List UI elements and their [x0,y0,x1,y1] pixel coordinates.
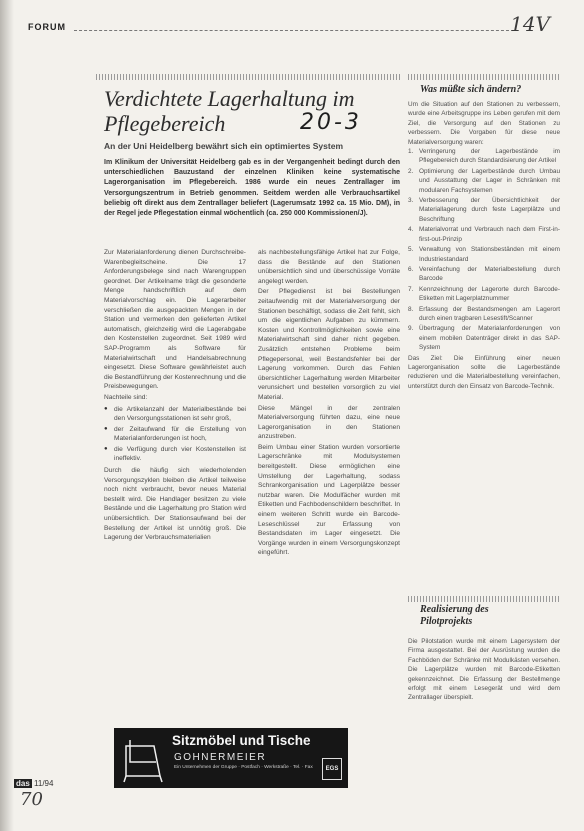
article-column-2 [258,248,400,559]
page-header [28,12,558,36]
list-item: ● die Verfügung durch vier Kostenstellen ist ineffektiv. [104,445,246,464]
sidebar-stripe-2 [408,596,560,602]
sidebar-box2-text: Die Pilotstation wurde mit einem Lagersystem der Firma ausgestattet. Bei der Ausrüstung wurden die Fachböden der Schränke mit Modulkästen versehen. Die Lagerplätze wurden mit Barcode-Etiketten gekennzeichnet. Die Erfassung der Bestellmenge erfolgt mit einem Lesegerät und wird dem Zentrallager überspielt. [408,638,560,702]
ad-brand: GOHNERMEIER [174,752,267,763]
sidebar-box1-text [408,100,560,391]
list-item: 8. Erfassung der Bestandsmengen am Lagerort durch einen tragbaren Lesestift/Scanner [408,305,560,322]
paragraph: Nachteile sind: [104,393,148,401]
paragraph: Der Pflegedienst ist bei Bestellungen zeitaufwendig mit der Materialversorgung der Stationen beschäftigt, sodass die Zeit fehlt, sich um die eigentlichen Aufgaben zu kümmern. Kosten und Kontrollmöglichkeiten sowie eine Materialwirtschaft sind daher nicht gegeben. Zusätzlich entstehen Probleme beim Pflegepersonal, weil Bestandsfehler bei der Lagerung vorkommen. Durch das Fehlen übersichtlicher Lagerhaltung werden Mitarbeiter verunsichert und bestellen vorsorglich zu viel Material. [258,288,400,401]
article-subtitle: An der Uni Heidelberg bewährt sich ein optimiertes System [104,141,344,151]
title-stripe [96,74,400,80]
sidebar-box2-title: Realisierung des Pilotprojekts [420,604,489,627]
header-rule [74,30,514,31]
page-edge-shadow [0,0,14,831]
paragraph: Beim Umbau einer Station wurden vorsortierte Lagerschränke mit Modulsystemen bereitgestellt. Diese ermöglichen eine Umstellung der Lagerhaltung, sodass Schrankorganisation und Lagerplätze besser nutzbar waren. Die Modulfächer wurden mit Etiketten und Fachbodenschildern beschriftet. In einem weiteren Schritt wurde ein Barcode-Leseschlüssel zur Erfassung von Bestandsdaten im Lager eingesetzt. Die Vorgänge wurden in einem Versorgungskonzept eingeführt. [258,443,400,557]
page-footer [14,779,53,788]
ad-address: Ein Unternehmen der Gruppe · Postfach · Werkstraße · Tel. · Fax [174,765,313,770]
list-item: 2. Optimierung der Lagerbestände durch Umbau und Ausstattung der Lager in Schränken mit modularen Fachsystemen [408,167,560,194]
list-item: ● der Zeitaufwand für die Erstellung von Materialanforderungen ist hoch, [104,425,246,444]
article-title: Verdichtete Lagerhaltung im Pflegebereich [104,86,355,136]
sidebar-box1-title: Was müßte sich ändern? [420,84,522,95]
article-column-1 [104,248,246,544]
list-item: 5. Verwaltung von Stationsbeständen mit einem Industriestandard [408,246,560,263]
sidebar-outro: Das Ziel: Die Einführung einer neuen Lagerorganisation sollte die Lagerbestände reduzieren und die Materialbestellung vereinfachen, unterstützt durch den Einsatz von Barcode-Technik. [408,354,560,390]
paragraph: Diese Mängel in der zentralen Materialversorgung führten dazu, eine neue Lagerorganisation in den Stationen anzustreben. [258,404,400,441]
ad-logo: EGS [322,758,342,780]
handwritten-page-mark: 70 [20,789,43,810]
paragraph: als nachbestellungsfähige Artikel hat zur Folge, dass die Bestände auf den Stationen unübersichtlich sind und überschüssige Vorräte angelegt werden. [258,249,400,285]
advertisement [114,728,348,788]
article-lead: Im Klinikum der Universität Heidelberg gab es in der Vergangenheit bedingt durch den unterschiedlichen Bauzustand der einzelnen Kliniken keine systematische Lagerorganisation im Pflegebereich. 1986 wurde ein neues Zentrallager im Versorgungszentrum in Betrieb genommen. Seitdem werden alle Verbrauchsartikel beliebig oft direkt aus dem Zentrallager beliefert (Lagerumsatz 1992 ca. 15 Mio. DM), in der Regel jede Pflegestation einmal wöchentlich (ca. 250 000 Kommissionen/J). [104,159,400,218]
issue-number: 11/94 [34,779,54,788]
requirements-list [408,147,560,353]
sidebar-stripe [408,74,560,80]
magazine-name: das [16,779,30,788]
chair-icon [120,736,166,784]
list-item: 9. Übertragung der Materialanforderungen von einem mobilen Datenträger direkt in das SAP-System [408,325,560,352]
ad-headline: Sitzmöbel und Tische [172,733,311,748]
paragraph: Durch die häufig sich wiederholenden Versorgungszyklen bleiben die Artikel teilweise noch nicht verbraucht, bevor neues Material bestellt wird. Die Handlager besitzen zu viele Bestände und die Lagerhaltung pro Station wird unübersichtlich. Der Stationsaufwand bei der Bestellung der Artikel ist unnötig groß. Die Lagerung der Verbrauchsmaterialien [104,467,246,542]
list-item: 6. Vereinfachung der Materialbestellung durch Barcode [408,265,560,283]
paragraph: Zur Materialanforderung dienen Durchschreibe-Warenbegleitscheine. Die 17 Anforderungsbelege sind nach Warengruppen geordnet. Der Artikelname trägt die gesonderte Menge handschriftlich auf dem Materialvorschlag ein. Die Lagerarbeiter verschließen die ausgepackten Mengen in der Station und vermerken den gelieferten Artikel automatisch, gleichzeitig wird die Lagerabgabe den Kostenstellen zugeordnet. Seit 1989 wird SAP-Programm als Software für Materialwirtschaft und Handelsabrechnung eingesetzt. Diese Software gewährleistet auch die Bestandführung der Kostenrechnung und die Preisbewegungen. [104,249,246,391]
sidebar-intro: Um die Situation auf den Stationen zu verbessern, wurde eine Arbeitsgruppe ins Leben gerufen mit dem Ziel, die Versorgung auf den Stationen zu verbessern. Die Vorgaben für diese neue Materialversorgung waren: [408,101,560,146]
handwritten-mark: 14V [510,12,550,36]
list-item: 7. Kennzeichnung der Lagerorte durch Barcode-Etiketten mit Lagerplatznummer [408,285,560,303]
section-label: FORUM [28,22,66,32]
list-item: 4. Materialvorrat und Verbrauch nach dem First-in-first-out-Prinzip [408,226,560,243]
list-item: 1. Verringerung der Lagerbestände im Pflegebereich durch Standardisierung der Artikel [408,148,560,165]
list-item: ● die Artikelanzahl der Materialbestände bei den Versorgungsstationen ist sehr groß, [104,405,246,424]
list-item: 3. Verbesserung der Übersichtlichkeit der Materiallagerung durch feste Lagerplätze und Beschriftung [408,197,560,223]
drawbacks-list [104,405,246,465]
handwritten-number: 20-3 [300,110,362,135]
